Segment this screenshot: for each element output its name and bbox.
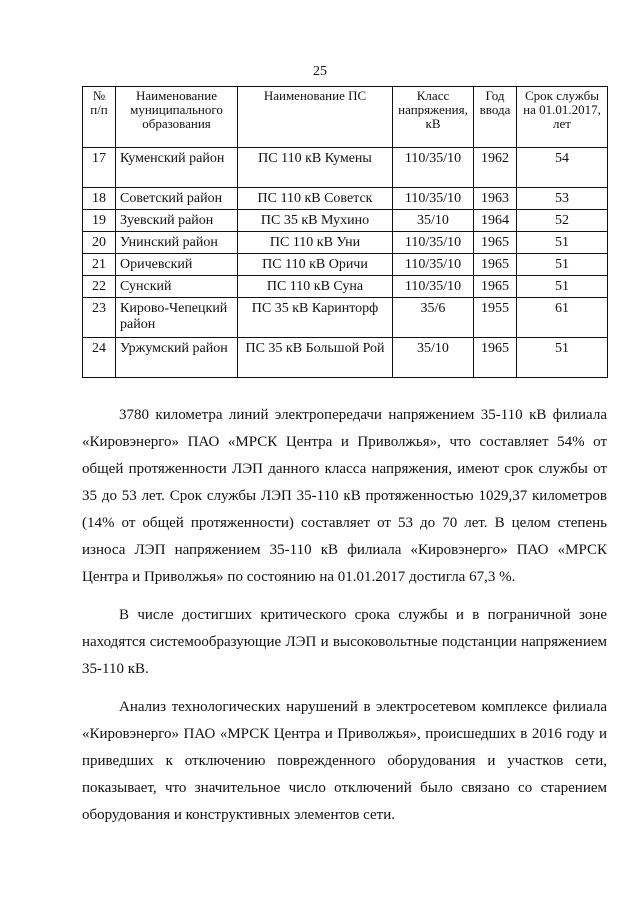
cell-service-life: 61	[517, 298, 608, 338]
cell-service-life: 51	[517, 338, 608, 378]
cell-service-life: 54	[517, 148, 608, 188]
cell-number: 22	[83, 276, 116, 298]
cell-voltage-class: 110/35/10	[393, 254, 474, 276]
table-row	[83, 254, 608, 276]
cell-substation: ПС 35 кВ Каринторф	[238, 298, 393, 338]
paragraph-critical-age: В числе достигших критического срока службы и в пограничной зоне находятся системообразующие ЛЭП и высоковольтные подстанции напряжением 35-110 кВ.	[82, 607, 607, 677]
cell-number: 18	[83, 188, 116, 210]
cell-municipality: Кирово-Чепецкий район	[116, 298, 238, 338]
header-year: Год ввода	[474, 87, 517, 148]
table-row	[83, 188, 608, 210]
table-row	[83, 148, 608, 188]
cell-municipality: Советский район	[116, 188, 238, 210]
cell-year: 1962	[474, 148, 517, 188]
table-header-row	[83, 87, 608, 148]
cell-substation: ПС 110 кВ Советск	[238, 188, 393, 210]
cell-municipality: Куменский район	[116, 148, 238, 188]
cell-number: 21	[83, 254, 116, 276]
cell-voltage-class: 110/35/10	[393, 232, 474, 254]
header-municipality: Наименование муниципального образования	[116, 87, 238, 148]
cell-year: 1965	[474, 254, 517, 276]
cell-substation: ПС 110 кВ Оричи	[238, 254, 393, 276]
header-number: № п/п	[83, 87, 116, 148]
cell-substation: ПС 110 кВ Суна	[238, 276, 393, 298]
cell-year: 1965	[474, 338, 517, 378]
cell-service-life: 51	[517, 254, 608, 276]
body-text	[82, 402, 607, 829]
substation-age-table	[82, 86, 608, 378]
cell-substation: ПС 35 кВ Большой Рой	[238, 338, 393, 378]
header-service-life: Срок службы на 01.01.2017, лет	[517, 87, 608, 148]
cell-voltage-class: 110/35/10	[393, 276, 474, 298]
cell-municipality: Сунский	[116, 276, 238, 298]
table-row	[83, 298, 608, 338]
paragraph-line-wear: 3780 километра линий электропередачи напряжением 35-110 кВ филиала «Кировэнерго» ПАО «МРСК Центра и Приволжья», что составляет 54% от общей протяженности ЛЭП данного класса напряжения, имеют срок службы от 35 до 53 лет. Срок службы ЛЭП 35-110 кВ протяженностью 1029,37 километров (14% от общей протяженности) составляет от 53 до 70 лет. В целом степень износа ЛЭП напряжением 35-110 кВ филиала «Кировэнерго» ПАО «МРСК Центра и Приволжья» по состоянию на 01.01.2017 достигла 67,3 %.	[82, 407, 607, 585]
cell-substation: ПС 35 кВ Мухино	[238, 210, 393, 232]
cell-voltage-class: 35/10	[393, 210, 474, 232]
cell-service-life: 51	[517, 232, 608, 254]
cell-voltage-class: 35/6	[393, 298, 474, 338]
cell-substation: ПС 110 кВ Кумены	[238, 148, 393, 188]
cell-number: 19	[83, 210, 116, 232]
cell-service-life: 51	[517, 276, 608, 298]
cell-voltage-class: 35/10	[393, 338, 474, 378]
table-row	[83, 232, 608, 254]
cell-municipality: Оричевский	[116, 254, 238, 276]
table-row	[83, 276, 608, 298]
cell-service-life: 52	[517, 210, 608, 232]
cell-year: 1964	[474, 210, 517, 232]
cell-municipality: Уржумский район	[116, 338, 238, 378]
cell-municipality: Зуевский район	[116, 210, 238, 232]
cell-year: 1965	[474, 232, 517, 254]
cell-service-life: 53	[517, 188, 608, 210]
cell-number: 23	[83, 298, 116, 338]
header-substation: Наименование ПС	[238, 87, 393, 148]
paragraph-outage-analysis: Анализ технологических нарушений в электросетевом комплексе филиала «Кировэнерго» ПАО «МРСК Центра и Приволжья», происшедших в 2016 году и приведших к отключению поврежденного оборудования и участков сети, показывает, что значительное число отключений было связано со старением оборудования и конструктивных элементов сети.	[82, 699, 607, 823]
cell-substation: ПС 110 кВ Уни	[238, 232, 393, 254]
cell-voltage-class: 110/35/10	[393, 148, 474, 188]
cell-number: 20	[83, 232, 116, 254]
cell-year: 1955	[474, 298, 517, 338]
table-row	[83, 210, 608, 232]
header-voltage-class: Класс напряжения, кВ	[393, 87, 474, 148]
page-number: 25	[313, 64, 327, 79]
cell-voltage-class: 110/35/10	[393, 188, 474, 210]
cell-year: 1963	[474, 188, 517, 210]
cell-year: 1965	[474, 276, 517, 298]
table-row	[83, 338, 608, 378]
cell-municipality: Унинский район	[116, 232, 238, 254]
cell-number: 24	[83, 338, 116, 378]
cell-number: 17	[83, 148, 116, 188]
